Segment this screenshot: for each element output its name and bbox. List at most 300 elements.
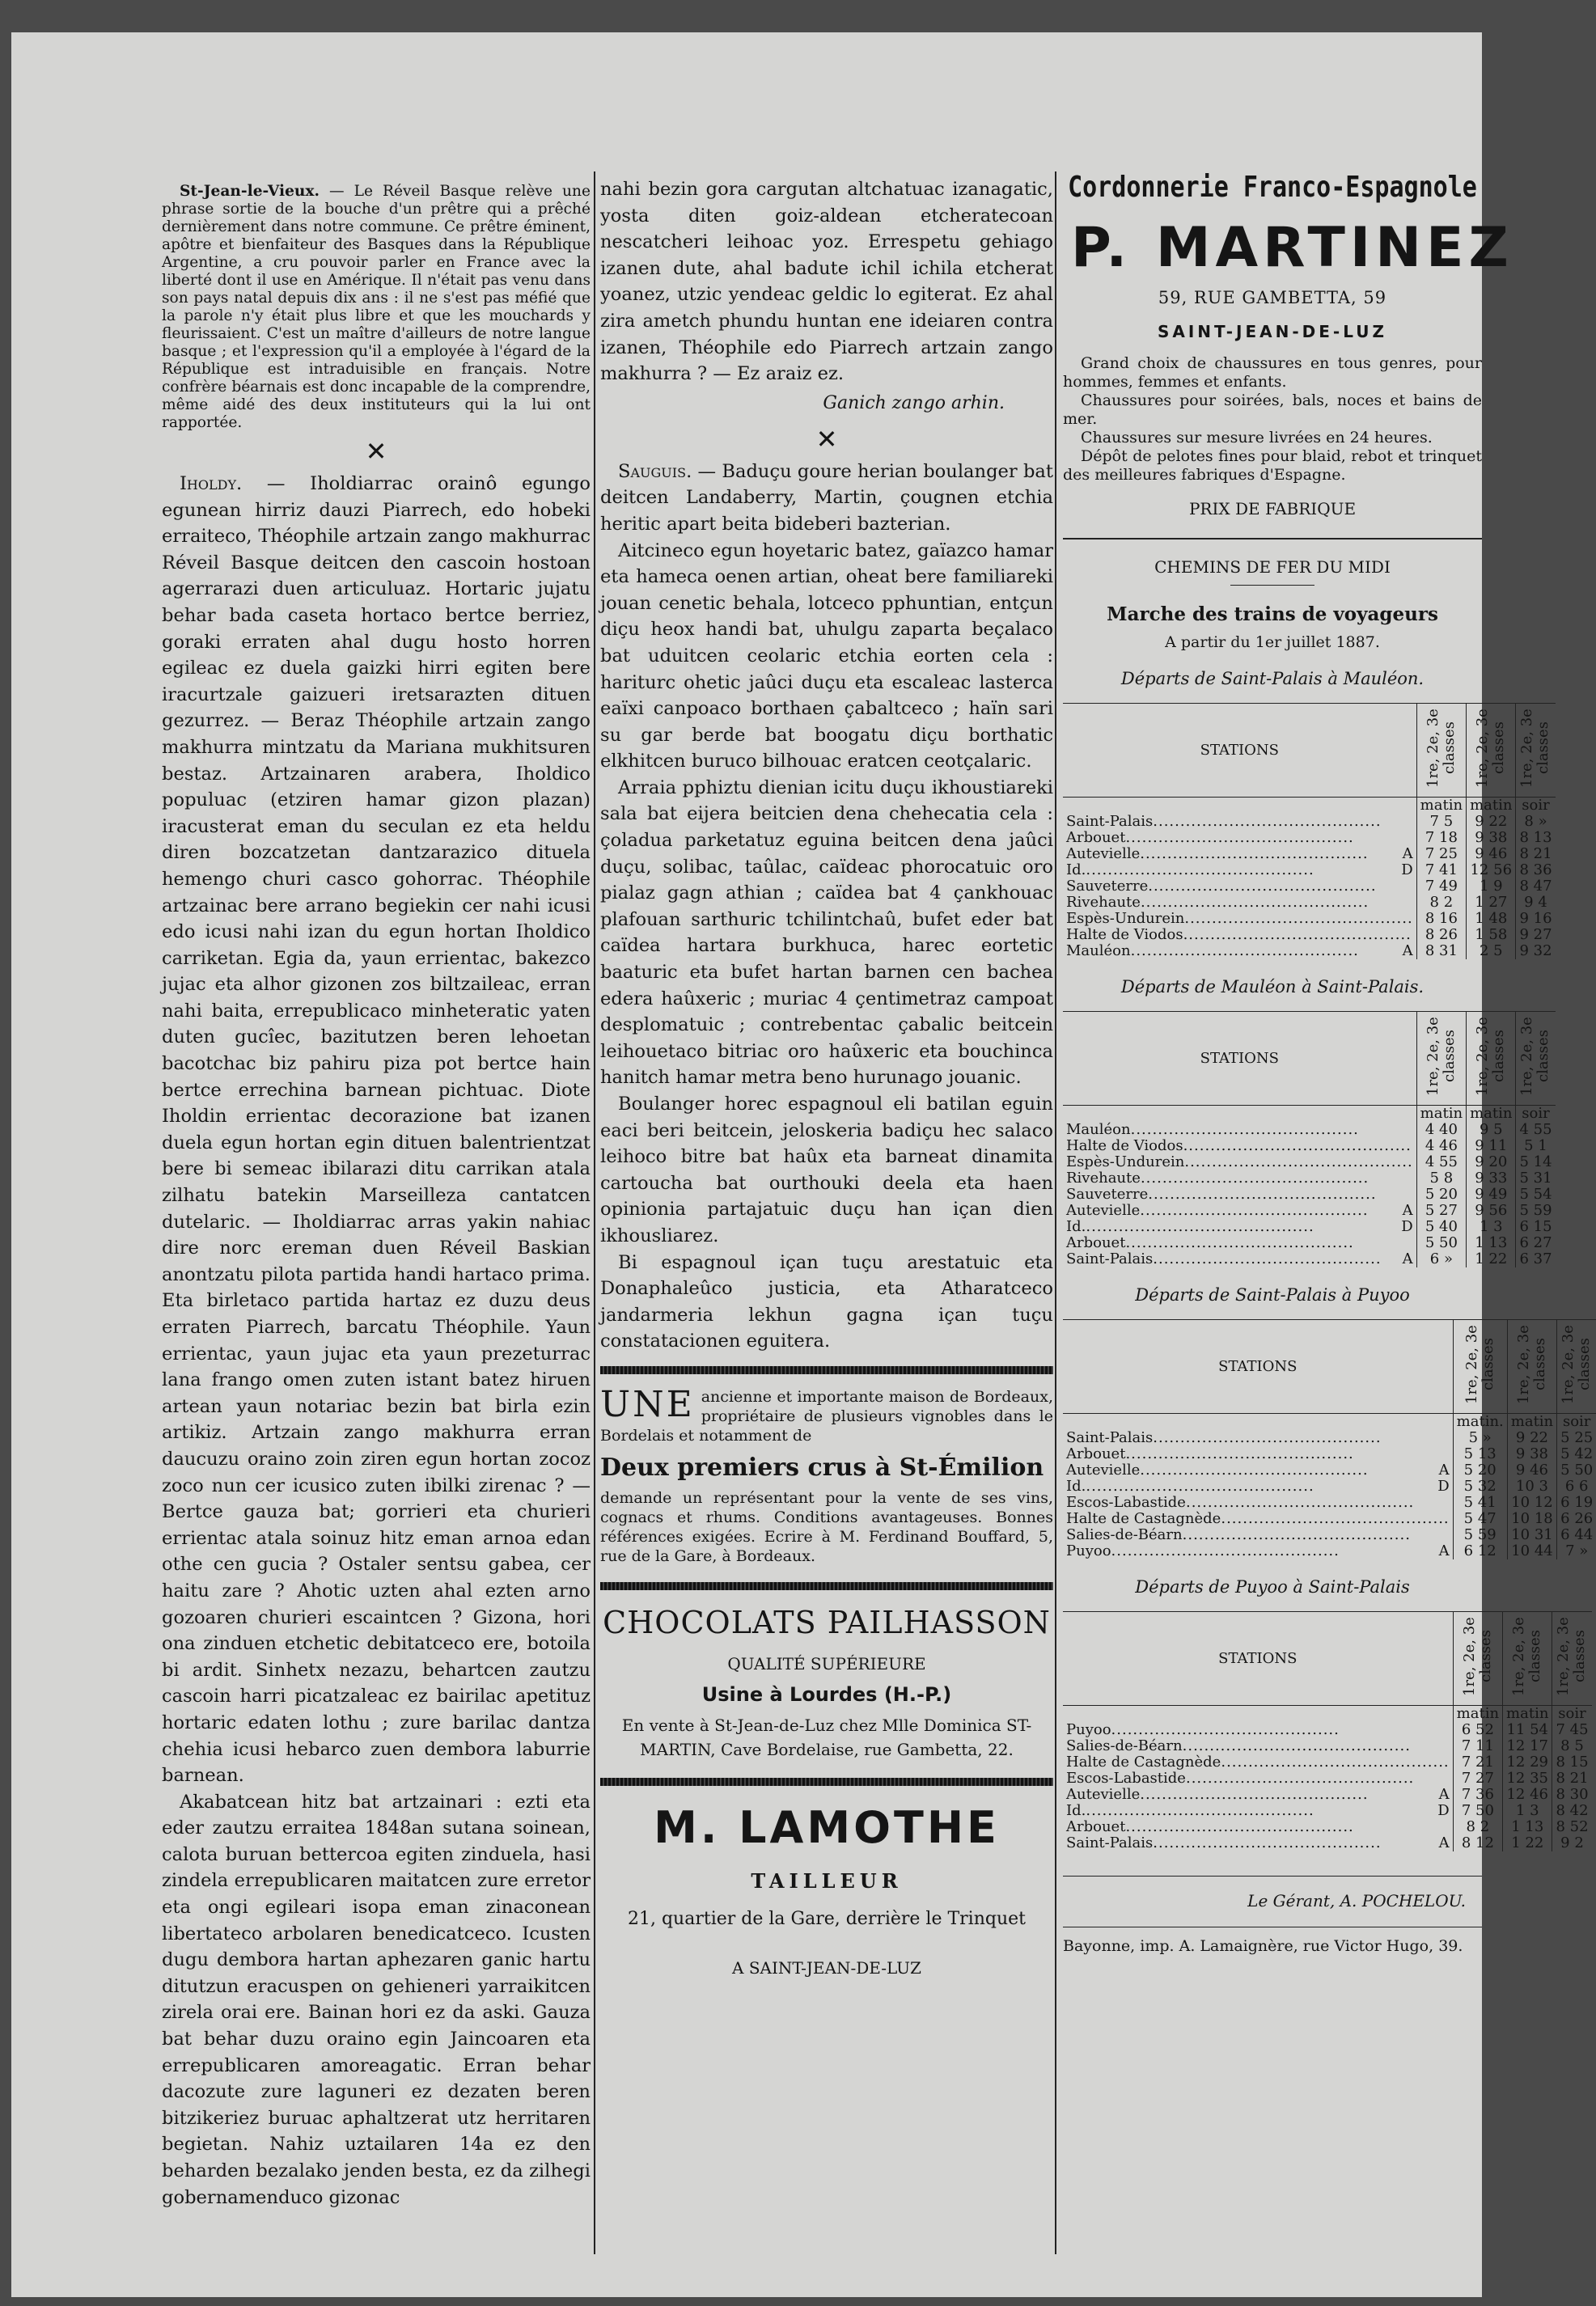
arrival-departure-mark: A xyxy=(1438,1834,1450,1851)
ad-divider xyxy=(600,1582,1053,1590)
article-sauguis xyxy=(600,459,1053,538)
leader-dots: .......................................... xyxy=(1183,1137,1412,1154)
station-name: Autevielle xyxy=(1066,845,1141,862)
station-name: Id. xyxy=(1066,861,1086,878)
ad-city: A SAINT-JEAN-DE-LUZ xyxy=(732,1957,921,1978)
station-cell xyxy=(1063,1511,1453,1527)
printer-line: Bayonne, imp. A. Lamaignère, rue Victor Hugo, 39. xyxy=(1063,1937,1463,1955)
column-1 xyxy=(162,146,591,2281)
station-name: Rivehaute xyxy=(1066,1170,1141,1187)
station-name: Arbouet xyxy=(1066,1234,1126,1251)
time-of-day-cell: matin xyxy=(1453,1706,1502,1723)
time-cell: 7 18 xyxy=(1416,830,1466,846)
station-cell xyxy=(1063,1446,1453,1462)
classes-header xyxy=(1516,704,1556,798)
leader-dots: .......................................... xyxy=(1140,894,1370,911)
leader-dots: .......................................... xyxy=(1125,1818,1354,1835)
station-cell xyxy=(1063,1203,1416,1219)
shop-line: Dépôt de pelotes fines pour blaid, rebot et trinquet des meilleures fabriques d'Espagne. xyxy=(1063,447,1482,484)
leader-dots: .......................................... xyxy=(1130,1121,1359,1138)
time-cell: 5 50 xyxy=(1416,1235,1466,1251)
ad-bordeaux-intro xyxy=(600,1383,1053,1445)
classes-header xyxy=(1453,1612,1502,1706)
station-name: Sauveterre xyxy=(1066,878,1149,895)
classes-label: 1re, 2e, 3e classes xyxy=(1424,709,1458,788)
article-text: — Iholdiarrac orainô egungo egunean hirriz dauzi Piarrech, edo hobeki erraiteco, Théophile artzain zango makhurrac Réveil Basque deitcen den cascoin hostoan agerrarazi duen articuluaz. Hortaric jujatu behar bada caseta hortaco bertce berriez, goraki erraten ahal dugu hosto horren egileac ez duela gaizki hirri egiten bere iracurtzale gaizueri iretsarazten dituen gezurrez. — Beraz Théophile artzain zango makhurra mintzatu da Mariana mukhitsuren bestaz. Artzainaren arabera, Iholdico populuac (etziren hamar gizon plazan) iracusterat eman du seculan ez eta heldu diren bozcatzetan dantzarazico dituela hemengo churi casco gohorrac. Théophile artzainac bere arrano begiekin cer nahi icusi edo icusi nahi izan du egun hortan Iholdico carriketan. Egia da, yaun errientac, bakezco jujac eta alhor gizonen zos biltzaileac, erran nahi baita, errepublicaco minheteratic yaten duten gucîec, bazitutzen beren lehoetan bacotchac biz pahiru piza pot bertce hain bertce errechina barnean pichtuac. Diote Iholdin errientac decorazione bat izanen duela egun hortan egin dituen balentrientzat bere bi semeac ibilarazi ditu carrikan atala zilhatu batekin Marseilleza cantatcen dutelaric. — Iholdiarrac arras yakin nahiac dire norc ereman duen Réveil Baskian anontzatu pilota partida handi hartaco prima. Eta birletaco partida hartaz ez duzu deus erraten Piarrech, barcatu Théophile. Yaun errientac, yaun jujac eta yaun prezeturrac lana frango omen zuten istant batez hiruen artean yaun notariac bezin bat birla ezin artikiz. Artzain zango makhurra erran daucuzu oraino zoin ziren egun hortan zocoz zoco nun cer icusico zuten ibilki zirenac ? — Bertce gauza bat; gorrieri eta churieri errientac atala soinuz hitz eman arnoa edan othe cen gucia ? Ostaler sentsu gabea, cer haitu zare ? Ahotic uzten ahal ezten arno gozoaren churieri escaintcen ? Gizona, hori ona zinduen etchetic debitatceco ere, botoila bi ardit. Sinhetx nezazu, behartcen zautzu cascoin harri picatzaleac ez bairilac apetituz hortaric edaten lothu ; zure barilac dantza chehia icusi hebarco zuen dembora laburrie barnean. xyxy=(162,473,591,1787)
blank-cell xyxy=(1063,798,1416,815)
stations-header: STATIONS xyxy=(1063,1612,1453,1706)
ad-divider xyxy=(600,1778,1053,1786)
arrival-departure-mark: A xyxy=(1402,845,1413,862)
time-of-day-cell: matin xyxy=(1467,798,1516,815)
time-cell: 5 59 xyxy=(1516,1203,1556,1219)
time-cell: 5 41 xyxy=(1453,1495,1507,1511)
table-row xyxy=(1063,846,1556,862)
table-caption: Départs de Mauléon à Saint-Palais. xyxy=(1120,977,1425,996)
time-cell: 7 50 xyxy=(1453,1803,1502,1819)
classes-label: 1re, 2e, 3e classes xyxy=(1514,1325,1548,1404)
article-paragraph: Aitcineco egun hoyetaric batez, gaïazco hamar eta hameca oenen artian, oheat bere familiareki jouan cenetic behala, lotceco pphuntian, entçun diçu heox handi bat, uhulgu zaparta beçalaco bat uduitcen ceolaric etchia eorten cela : hariturc ohetic jaûci duçu eta escaleac lasterca eaïxi canpoaco borthaen çabaltceco ; haïn sari su gar berde bat boogatu diçu borthatic elkhitcen buruco bilhouac eratcen ceotçalaric. xyxy=(600,539,1053,772)
shop-city: SAINT-JEAN-DE-LUZ xyxy=(1157,322,1388,341)
time-of-day-row xyxy=(1063,798,1556,815)
station-name: Id. xyxy=(1066,1802,1086,1819)
table-row xyxy=(1063,943,1556,959)
table-row xyxy=(1063,1187,1556,1203)
station-name: Autevielle xyxy=(1066,1462,1141,1479)
leader-dots: .......................................... xyxy=(1184,910,1413,927)
time-of-day-cell: matin xyxy=(1503,1706,1552,1723)
classes-header xyxy=(1503,1612,1552,1706)
classes-label: 1re, 2e, 3e classes xyxy=(1518,1017,1552,1096)
time-cell: 8 13 xyxy=(1516,830,1556,846)
time-cell: 6 44 xyxy=(1557,1527,1596,1543)
station-name: Id. xyxy=(1066,1478,1086,1495)
time-cell: 5 20 xyxy=(1453,1462,1507,1479)
station-cell xyxy=(1063,1462,1453,1479)
station-name: Escos-Labastide xyxy=(1066,1494,1186,1511)
leader-dots: .......................................... xyxy=(1185,1494,1415,1511)
table-row xyxy=(1063,911,1556,927)
ad-bordeaux xyxy=(600,1383,1053,1566)
station-cell xyxy=(1063,1787,1453,1803)
time-cell: 7 41 xyxy=(1416,862,1466,878)
article-iholdy-end: nahi bezin gora cargutan altchatuac izanagatic, yosta diten goiz-aldean etcheratecoan nescatcheri leihoac yoz. Errespetu gehiago izanen dute, ahal badute ichil ichila etcherat yoanez, utzic yendeac geldic lo egiterat. Ez ahal zira ametch phundu huntan ene ideiaren contra izanen, Théophile edo Piarrech artzain zango makhurra ? — Ez araiz ez. xyxy=(600,179,1053,385)
article-paragraph: Arraia pphiztu dienian icitu duçu ikhoustiareki sala bat eijera beitcien dena chehecatia cela : çoladua parketatuz eguina beitcen dena jaûci duçu, solibac, taûlac, caïdeac phorocatuic oro pialaz gagn athian ; caïdea bat 4 çankhouac plafouan sarthuric tchilintchaû, bufet eder bat caïdea hartara burkhuca, harec eortetic baaturic eta bufet hartan barnen cen bachea edera haûxeric ; muriac 4 çentimetraz campoat desplomatuic ; contrebentac çabalic beitcein leihouetaco bitriac oro haûxeric eta bouchinca hanitch hamar metra beno hurunago jouanic. xyxy=(600,776,1053,1089)
time-cell: 9 22 xyxy=(1467,814,1516,830)
station-name: Sauveterre xyxy=(1066,1186,1149,1203)
time-cell: 5 » xyxy=(1453,1430,1507,1446)
station-cell xyxy=(1063,862,1416,878)
leader-dots: .......................................... xyxy=(1125,1234,1354,1251)
time-cell: 10 3 xyxy=(1507,1479,1556,1495)
ad-trade: TAILLEUR xyxy=(751,1868,903,1893)
station-cell xyxy=(1063,1170,1416,1187)
leader-dots: .......................................... xyxy=(1140,1202,1369,1219)
separator-cross: ✕ xyxy=(365,436,387,467)
time-cell: 1 3 xyxy=(1467,1219,1516,1235)
table-row xyxy=(1063,1462,1596,1479)
time-cell: 12 17 xyxy=(1503,1738,1552,1754)
column-2 xyxy=(600,146,1053,2281)
time-cell: 8 21 xyxy=(1552,1771,1592,1787)
time-cell: 7 11 xyxy=(1453,1738,1502,1754)
table-header-row xyxy=(1063,1320,1596,1414)
time-cell: 9 16 xyxy=(1516,911,1556,927)
timetable-2 xyxy=(1063,1011,1556,1267)
time-cell: 8 15 xyxy=(1552,1754,1592,1771)
table-row xyxy=(1063,878,1556,895)
table-row xyxy=(1063,1251,1556,1267)
leader-dots: .......................................... xyxy=(1086,1218,1314,1235)
time-of-day-row xyxy=(1063,1414,1596,1431)
arrival-departure-mark: A xyxy=(1402,1250,1413,1267)
table-row xyxy=(1063,1771,1592,1787)
time-cell: 9 20 xyxy=(1467,1154,1516,1170)
classes-header xyxy=(1516,1012,1556,1106)
ad-name: M. LAMOTHE xyxy=(654,1801,1000,1853)
time-cell: 1 58 xyxy=(1467,927,1516,943)
station-name: Mauléon xyxy=(1066,942,1131,959)
ad-factory: Usine à Lourdes (H.-P.) xyxy=(701,1682,952,1706)
arrival-departure-mark: D xyxy=(1437,1802,1450,1819)
ad-body: En vente à St-Jean-de-Luz chez Mlle Dominica ST-MARTIN, Cave Bordelaise, rue Gambetta, 22. xyxy=(621,1715,1032,1759)
station-name: Salies-de-Béarn xyxy=(1066,1737,1183,1754)
table-row xyxy=(1063,1738,1592,1754)
table-header-row xyxy=(1063,704,1556,798)
time-cell: 6 19 xyxy=(1557,1495,1596,1511)
leader-dots: .......................................... xyxy=(1185,1770,1415,1787)
time-cell: 1 3 xyxy=(1503,1803,1552,1819)
time-cell: 12 29 xyxy=(1503,1754,1552,1771)
table-row xyxy=(1063,1543,1596,1559)
time-cell: 8 31 xyxy=(1416,943,1466,959)
time-cell: 6 6 xyxy=(1557,1479,1596,1495)
station-name: Autevielle xyxy=(1066,1202,1141,1219)
time-cell: 9 11 xyxy=(1467,1138,1516,1154)
ad-headline: Deux premiers crus à St-Émilion xyxy=(600,1453,1044,1482)
leader-dots: .......................................... xyxy=(1140,1786,1369,1803)
station-cell xyxy=(1063,1122,1416,1138)
time-cell: 9 27 xyxy=(1516,927,1556,943)
article-lead: Sauguis. xyxy=(618,460,692,482)
station-name: Saint-Palais xyxy=(1066,1834,1154,1851)
time-cell: 6 12 xyxy=(1453,1543,1507,1559)
table-row xyxy=(1063,1235,1556,1251)
arrival-departure-mark: D xyxy=(1437,1478,1450,1495)
time-cell: 8 36 xyxy=(1516,862,1556,878)
station-name: Saint-Palais xyxy=(1066,1250,1154,1267)
station-cell xyxy=(1063,1138,1416,1154)
time-cell: 8 2 xyxy=(1416,895,1466,911)
time-cell: 8 30 xyxy=(1552,1787,1592,1803)
station-cell xyxy=(1063,1771,1453,1787)
time-cell: 4 46 xyxy=(1416,1138,1466,1154)
time-cell: 5 1 xyxy=(1516,1138,1556,1154)
time-of-day-row xyxy=(1063,1106,1556,1123)
time-cell: 4 40 xyxy=(1416,1122,1466,1138)
ad-initials: UNE xyxy=(600,1383,695,1425)
timetable-4 xyxy=(1063,1611,1592,1851)
article-iholdy xyxy=(162,471,591,1789)
station-name: Autevielle xyxy=(1066,1786,1141,1803)
time-cell: 1 22 xyxy=(1467,1251,1516,1267)
classes-header xyxy=(1416,1012,1466,1106)
station-name: Puyoo xyxy=(1066,1542,1111,1559)
time-cell: 9 4 xyxy=(1516,895,1556,911)
shop-address: 59, RUE GAMBETTA, 59 xyxy=(1158,288,1387,307)
time-cell: 4 55 xyxy=(1516,1122,1556,1138)
table-caption: Départs de Puyoo à Saint-Palais xyxy=(1135,1577,1410,1597)
time-cell: 8 » xyxy=(1516,814,1556,830)
time-cell: 1 13 xyxy=(1503,1819,1552,1835)
leader-dots: .......................................... xyxy=(1130,942,1359,959)
time-cell: 9 38 xyxy=(1467,830,1516,846)
classes-label: 1re, 2e, 3e classes xyxy=(1560,1325,1594,1404)
stations-header: STATIONS xyxy=(1063,704,1416,798)
leader-dots: .......................................... xyxy=(1086,1478,1314,1495)
time-cell: 9 22 xyxy=(1507,1430,1556,1446)
time-of-day-cell: matin xyxy=(1416,1106,1466,1123)
table-caption: Départs de Saint-Palais à Puyoo xyxy=(1135,1285,1410,1305)
time-cell: 5 14 xyxy=(1516,1154,1556,1170)
time-cell: 8 2 xyxy=(1453,1819,1502,1835)
leader-dots: .......................................... xyxy=(1184,1153,1413,1170)
arrival-departure-mark: D xyxy=(1401,1218,1413,1235)
article-lead: Iholdy. xyxy=(180,473,243,494)
station-cell xyxy=(1063,1495,1453,1511)
time-cell: 5 50 xyxy=(1557,1462,1596,1479)
time-cell: 9 32 xyxy=(1516,943,1556,959)
rail-date: A partir du 1er juillet 1887. xyxy=(1165,633,1380,651)
time-cell: 6 27 xyxy=(1516,1235,1556,1251)
classes-header xyxy=(1467,1012,1516,1106)
time-cell: 5 31 xyxy=(1516,1170,1556,1187)
leader-dots: .......................................... xyxy=(1148,878,1377,895)
time-cell: 6 52 xyxy=(1453,1722,1502,1738)
table-row xyxy=(1063,1170,1556,1187)
leader-dots: .......................................... xyxy=(1153,1429,1382,1446)
time-cell: 7 » xyxy=(1557,1543,1596,1559)
station-name: Saint-Palais xyxy=(1066,813,1154,830)
station-name: Halte de Castagnède xyxy=(1066,1510,1221,1527)
time-cell: 7 21 xyxy=(1453,1754,1502,1771)
table-row xyxy=(1063,1722,1592,1738)
station-cell xyxy=(1063,911,1416,927)
leader-dots: .......................................... xyxy=(1140,845,1369,862)
timetable-1 xyxy=(1063,703,1556,959)
arrival-departure-mark: D xyxy=(1401,861,1413,878)
station-cell xyxy=(1063,814,1416,830)
time-of-day-cell: soir xyxy=(1557,1414,1596,1431)
railway-timetable xyxy=(1063,557,1594,1851)
table-row xyxy=(1063,1122,1556,1138)
table-row xyxy=(1063,1430,1596,1446)
table-header-row xyxy=(1063,1612,1592,1706)
time-cell: 7 27 xyxy=(1453,1771,1502,1787)
classes-label: 1re, 2e, 3e classes xyxy=(1474,709,1508,788)
time-cell: 5 27 xyxy=(1416,1203,1466,1219)
table-row xyxy=(1063,1819,1592,1835)
station-cell xyxy=(1063,846,1416,862)
ad-chocolats xyxy=(600,1605,1053,1762)
time-cell: 8 52 xyxy=(1552,1819,1592,1835)
table-row xyxy=(1063,927,1556,943)
time-cell: 7 45 xyxy=(1552,1722,1592,1738)
leader-dots: .......................................... xyxy=(1125,829,1354,846)
article-text: — Baduçu goure herian boulanger bat deitcen Landaberry, Martin, çougnen etchia heritic apart beita bideberi bazterian. xyxy=(600,460,1053,535)
time-cell: 5 13 xyxy=(1453,1446,1507,1462)
time-cell: 10 31 xyxy=(1507,1527,1556,1543)
table-row xyxy=(1063,862,1556,878)
time-cell: 10 44 xyxy=(1507,1543,1556,1559)
article-iholdy-cont: Akabatcean hitz bat artzainari : ezti eta eder zautzu erraitea 1848an sutana soinean, calota buruan bettercoa egiten zinduela, hasi zindela errepublicaren maitatcen zure erretor eta ongi egileari isopa eman zinaconean libertateco arbolaren benedicatceco. Icusten dugu dembora hartan aphezaren ganic hartu ditutzun eracuspen on gehieneri yarraikitcen zirela orai ere. Bainan hori ez da aski. Gauza bat behar duzu oraino egin Jaincoaren eta errepublicaren amoreagatic. Erran behar dacozute zure laguneri ez dezaten beren bitzikeriez buruac aphaltzerat utz herritaren begietan. Nahiz uztailaren 14a ez den beharden bezalako jenden besta, ez da zilhegi gobernamenduco gizonac xyxy=(162,1791,591,2208)
classes-label: 1re, 2e, 3e classes xyxy=(1518,709,1552,788)
time-cell: 7 49 xyxy=(1416,878,1466,895)
station-cell xyxy=(1063,1738,1453,1754)
time-cell: 1 13 xyxy=(1467,1235,1516,1251)
time-cell: 9 33 xyxy=(1467,1170,1516,1187)
station-cell xyxy=(1063,1235,1416,1251)
table-row xyxy=(1063,895,1556,911)
classes-label: 1re, 2e, 3e classes xyxy=(1424,1017,1458,1096)
table-row xyxy=(1063,1754,1592,1771)
time-cell: 6 37 xyxy=(1516,1251,1556,1267)
time-cell: 1 48 xyxy=(1467,911,1516,927)
station-cell xyxy=(1063,878,1416,895)
time-cell: 12 46 xyxy=(1503,1787,1552,1803)
blank-cell xyxy=(1063,1706,1453,1723)
ad-quality: QUALITÉ SUPÉRIEURE xyxy=(727,1653,926,1673)
table-row xyxy=(1063,1138,1556,1154)
station-cell xyxy=(1063,1803,1453,1819)
table-row xyxy=(1063,1219,1556,1235)
time-cell: 2 5 xyxy=(1467,943,1516,959)
station-cell xyxy=(1063,1154,1416,1170)
ad-martinez xyxy=(1063,170,1513,518)
shop-line: Chaussures pour soirées, bals, noces et bains de mer. xyxy=(1063,391,1482,428)
classes-label: 1re, 2e, 3e classes xyxy=(1474,1017,1508,1096)
leader-dots: .......................................... xyxy=(1086,1802,1314,1819)
leader-dots: .......................................... xyxy=(1111,1721,1340,1738)
station-cell xyxy=(1063,895,1416,911)
time-cell: 1 22 xyxy=(1503,1835,1552,1851)
time-cell: 8 12 xyxy=(1453,1835,1502,1851)
shop-price: PRIX DE FABRIQUE xyxy=(1188,499,1357,518)
table-row xyxy=(1063,1803,1592,1819)
station-name: Halte de Viodos xyxy=(1066,926,1183,943)
classes-header xyxy=(1557,1320,1596,1414)
station-cell xyxy=(1063,1835,1453,1851)
time-cell: 12 56 xyxy=(1467,862,1516,878)
time-cell: 1 27 xyxy=(1467,895,1516,911)
article-lead: St-Jean-le-Vieux. xyxy=(180,183,320,200)
gerant: Le Gérant, A. POCHELOU. xyxy=(1247,1891,1466,1910)
station-cell xyxy=(1063,1543,1453,1559)
arrival-departure-mark: A xyxy=(1438,1462,1450,1479)
time-cell: 10 18 xyxy=(1507,1511,1556,1527)
timetable-3 xyxy=(1063,1319,1596,1559)
ad-divider xyxy=(600,1366,1053,1374)
divider xyxy=(1230,585,1314,586)
station-name: Arbouet xyxy=(1066,1445,1126,1462)
stations-header: STATIONS xyxy=(1063,1320,1453,1414)
station-name: Espès-Undurein xyxy=(1066,1153,1185,1170)
time-of-day-row xyxy=(1063,1706,1592,1723)
time-cell: 9 2 xyxy=(1552,1835,1592,1851)
station-cell xyxy=(1063,830,1416,846)
time-cell: 7 5 xyxy=(1416,814,1466,830)
station-cell xyxy=(1063,1219,1416,1235)
station-name: Id. xyxy=(1066,1218,1086,1235)
table-row xyxy=(1063,1154,1556,1170)
arrival-departure-mark: A xyxy=(1438,1786,1450,1803)
time-of-day-cell: matin xyxy=(1507,1414,1556,1431)
separator-cross: ✕ xyxy=(815,423,838,455)
table-row xyxy=(1063,1203,1556,1219)
ad-address: 21, quartier de la Gare, derrière le Trinquet xyxy=(627,1908,1026,1929)
leader-dots: .......................................... xyxy=(1153,1250,1382,1267)
arrival-departure-mark: A xyxy=(1402,1202,1413,1219)
station-cell xyxy=(1063,1527,1453,1543)
blank-cell xyxy=(1063,1414,1453,1431)
leader-dots: .......................................... xyxy=(1148,1186,1377,1203)
table-row xyxy=(1063,1511,1596,1527)
shop-title: Cordonnerie Franco-Espagnole xyxy=(1068,170,1477,205)
footer-rule xyxy=(1063,1876,1482,1877)
rail-company: CHEMINS DE FER DU MIDI xyxy=(1154,557,1391,577)
ad-text: ancienne et importante maison de Bordeaux, propriétaire de plusieurs vignobles dans le Bordelais et notamment de xyxy=(600,1387,1053,1445)
leader-dots: .......................................... xyxy=(1221,1510,1450,1527)
article-paragraph: Boulanger horec espagnoul eli batilan eguin eaci beri beitcein, jeloskeria badiçu hec salaco leihoco bitre bat haûx eta barneat dinamita cartoucha bat ourthouki deela eta haen opinionia partajatuic duçu han içan dien ikhousliarez. xyxy=(600,1094,1053,1246)
time-cell: 5 59 xyxy=(1453,1527,1507,1543)
time-cell: 9 5 xyxy=(1467,1122,1516,1138)
table-row xyxy=(1063,1787,1592,1803)
table-row xyxy=(1063,830,1556,846)
leader-dots: .......................................... xyxy=(1221,1754,1450,1771)
time-cell: 6 26 xyxy=(1557,1511,1596,1527)
column-rule xyxy=(1055,171,1056,2254)
time-cell: 8 42 xyxy=(1552,1803,1592,1819)
column-3 xyxy=(1063,146,1594,2281)
time-cell: 8 26 xyxy=(1416,927,1466,943)
station-cell xyxy=(1063,1754,1453,1771)
time-cell: 9 49 xyxy=(1467,1187,1516,1203)
time-cell: 5 42 xyxy=(1557,1446,1596,1462)
leader-dots: .......................................... xyxy=(1140,1170,1370,1187)
time-cell: 6 » xyxy=(1416,1251,1466,1267)
leader-dots: .......................................... xyxy=(1111,1542,1340,1559)
article-st-jean-le-vieux xyxy=(162,183,591,432)
time-cell: 4 55 xyxy=(1416,1154,1466,1170)
time-cell: 5 40 xyxy=(1416,1219,1466,1235)
time-cell: 5 8 xyxy=(1416,1170,1466,1187)
leader-dots: .......................................... xyxy=(1183,926,1412,943)
time-cell: 8 16 xyxy=(1416,911,1466,927)
article-paragraph: Bi espagnoul içan tuçu arestatuic eta Donaphaleûco justicia, eta Atharatceco jandarmeria lekhun gagna içan tuçu constatacionen eguitera. xyxy=(600,1251,1053,1352)
table-row xyxy=(1063,1527,1596,1543)
leader-dots: .......................................... xyxy=(1125,1445,1354,1462)
table-header-row xyxy=(1063,1012,1556,1106)
station-name: Espès-Undurein xyxy=(1066,910,1185,927)
time-of-day-cell: matin xyxy=(1467,1106,1516,1123)
time-cell: 6 15 xyxy=(1516,1219,1556,1235)
time-cell: 9 38 xyxy=(1507,1446,1556,1462)
time-of-day-cell: soir xyxy=(1516,1106,1556,1123)
station-name: Halte de Castagnède xyxy=(1066,1754,1221,1771)
ad-lamothe xyxy=(600,1802,1053,1978)
leader-dots: .......................................... xyxy=(1153,813,1382,830)
station-cell xyxy=(1063,1251,1416,1267)
